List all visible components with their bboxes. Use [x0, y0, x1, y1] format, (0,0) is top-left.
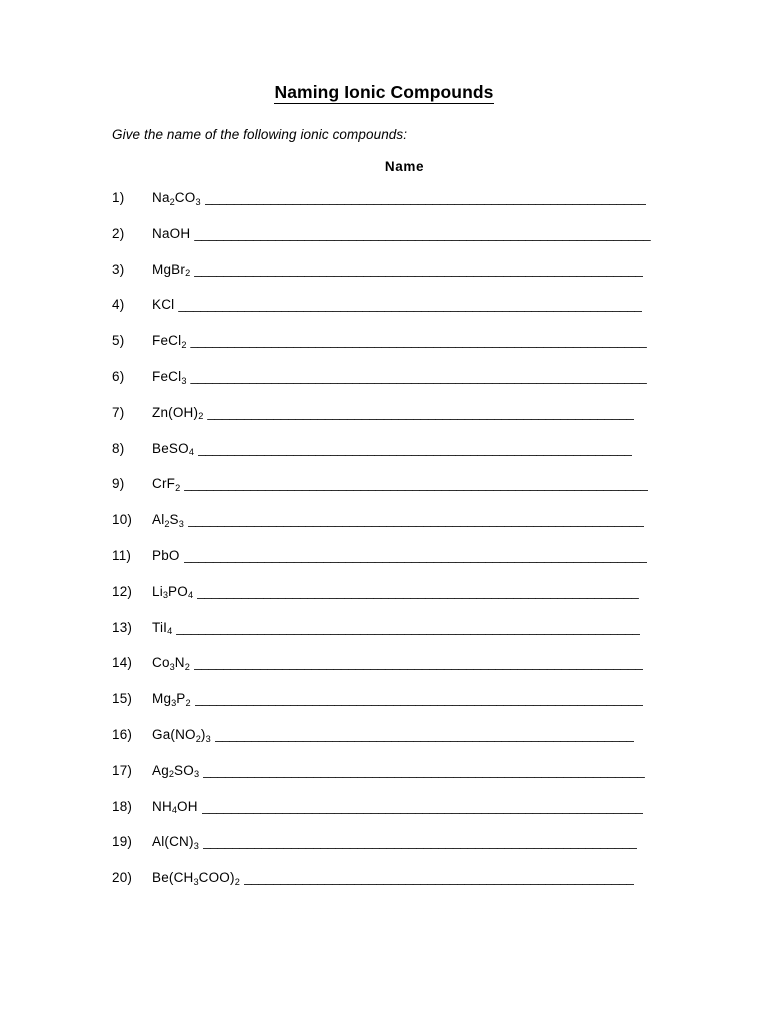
- answer-blank[interactable]: ___________________________________________________________: [197, 440, 633, 456]
- chemical-formula: $Mg_3P_2$: [152, 691, 191, 708]
- item-number: 7): [112, 404, 125, 420]
- item-number: 16): [112, 726, 133, 742]
- list-item: [0, 190, 768, 226]
- chemical-formula: BeSO$_4$: [152, 440, 194, 458]
- answer-blank[interactable]: ______________________________________________________________: [187, 512, 645, 528]
- list-item: [0, 655, 768, 691]
- chemical-formula: $Zn(OH)_2$: [152, 404, 204, 422]
- answer-blank[interactable]: _____________________________________________________________: [194, 261, 644, 277]
- answer-blank[interactable]: ______________________________________________________________: [190, 333, 647, 349]
- chemical-formula: PbO: [152, 547, 180, 563]
- item-number: 13): [112, 619, 133, 635]
- list-item: [0, 512, 768, 548]
- list-item: [0, 297, 768, 333]
- item-number: 1): [112, 190, 125, 205]
- item-number: 14): [112, 655, 133, 671]
- list-item: [0, 584, 768, 620]
- answer-blank[interactable]: __________________________________________________________: [207, 404, 635, 420]
- answer-blank[interactable]: ______________________________________________________________: [194, 225, 651, 241]
- item-number: 3): [112, 261, 125, 277]
- answer-blank[interactable]: ______________________________________________________________: [190, 368, 647, 384]
- item-number: 6): [112, 368, 125, 384]
- list-item: [0, 548, 768, 584]
- list-item: [0, 834, 768, 870]
- chemical-formula: FeCl$_3$: [152, 368, 187, 386]
- chemical-formula: KCl: [152, 297, 175, 313]
- chemical-formula: $Be(CH_3COO)_2$: [152, 870, 240, 887]
- instruction-text: Give the name of the following ionic compounds:: [112, 127, 408, 142]
- list-item: [0, 441, 768, 477]
- chemical-formula: TiI$_4$: [152, 619, 173, 637]
- item-number: 2): [112, 225, 125, 241]
- item-number: 19): [112, 834, 133, 850]
- item-number: 4): [112, 297, 125, 313]
- chemical-formula: $Ag_2SO_3$: [152, 762, 200, 780]
- chemical-formula: $NH_4OH$: [152, 798, 198, 816]
- chemical-formula: $Li_3PO_4$: [152, 583, 194, 601]
- answer-blank[interactable]: _____________________________________________________________: [193, 655, 643, 671]
- answer-blank[interactable]: ____________________________________________________________: [203, 762, 645, 778]
- item-number: 5): [112, 333, 125, 349]
- chemical-formula: $Na_2CO_3$: [152, 190, 201, 207]
- list-item: [0, 691, 768, 727]
- chemical-formula: MgBr$_2$: [152, 261, 191, 279]
- answer-blank[interactable]: _______________________________________________________________: [178, 297, 642, 313]
- item-number: 18): [112, 798, 133, 814]
- page-title: [0, 0, 768, 103]
- item-number: 15): [112, 691, 133, 707]
- item-number: 12): [112, 583, 133, 599]
- answer-blank[interactable]: _________________________________________________________: [214, 726, 635, 742]
- list-item: [0, 763, 768, 799]
- list-item: [0, 333, 768, 369]
- item-number: 17): [112, 762, 133, 778]
- answer-blank[interactable]: _____________________________________________________: [243, 870, 634, 886]
- item-number: 10): [112, 512, 133, 528]
- answer-blank[interactable]: _______________________________________________________________: [183, 547, 648, 563]
- answer-blank[interactable]: _____________________________________________________________: [194, 691, 644, 707]
- chemical-formula: $Co_3N_2$: [152, 655, 190, 672]
- list-item: [0, 620, 768, 656]
- answer-blank[interactable]: _______________________________________________________________: [176, 619, 640, 635]
- item-number: 20): [112, 870, 133, 886]
- list-item: [0, 799, 768, 835]
- chemical-formula: $Al(CN)_3$: [152, 834, 199, 851]
- chemical-formula: $Ga(NO_2)_3$: [152, 726, 211, 744]
- chemical-formula: FeCl$_2$: [152, 333, 187, 350]
- item-number: 8): [112, 440, 125, 456]
- list-item: [0, 870, 768, 906]
- item-number: 9): [112, 476, 125, 492]
- list-item: [0, 369, 768, 405]
- answer-blank[interactable]: ____________________________________________________________: [197, 583, 639, 599]
- answer-blank[interactable]: _______________________________________________________________: [184, 476, 648, 492]
- page-title-text: Naming Ionic Compounds: [274, 82, 494, 102]
- compound-list: [0, 190, 768, 906]
- chemical-formula: CrF$_2$: [152, 476, 181, 493]
- answer-column-header: Name: [384, 159, 425, 174]
- list-item: [0, 226, 768, 262]
- answer-blank[interactable]: ___________________________________________________________: [202, 834, 637, 850]
- answer-blank[interactable]: ____________________________________________________________: [201, 798, 644, 814]
- list-item: [0, 727, 768, 763]
- list-item: [0, 476, 768, 512]
- answer-blank[interactable]: ____________________________________________________________: [204, 190, 647, 205]
- list-item: [0, 405, 768, 441]
- chemical-formula: NaOH: [152, 225, 191, 241]
- chemical-formula: $Al_2S_3$: [152, 512, 184, 529]
- list-item: [0, 262, 768, 298]
- item-number: 11): [112, 547, 132, 563]
